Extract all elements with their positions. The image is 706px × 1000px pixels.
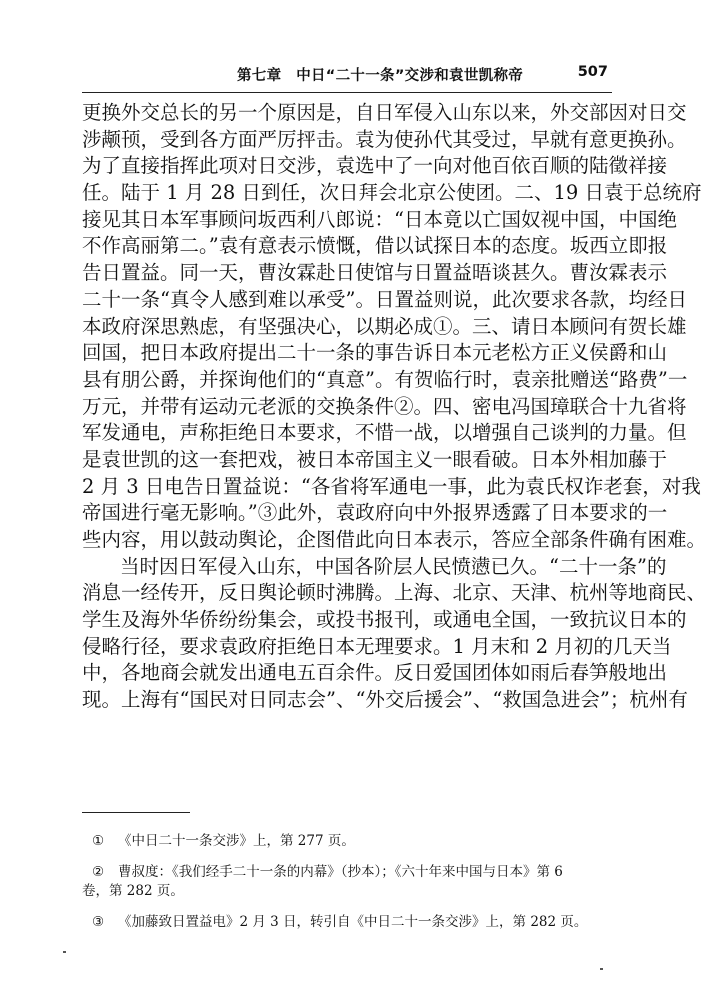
text-line: 为了直接指挥此项对日交涉，袁选中了一向对他百依百顺的陆徵祥接 — [82, 154, 668, 178]
footnote-1 — [82, 832, 612, 851]
text-line: 县有朋公爵，并探询他们的“真意”。有贺临行时，袁亲批赠送“路费”一 — [82, 367, 688, 391]
body-text — [82, 100, 706, 714]
footnote-3 — [82, 913, 612, 932]
text-line: 消息一经传开，反日舆论顿时沸腾。上海、北京、天津、杭州等地商民、 — [82, 581, 706, 605]
scan-speck — [600, 968, 603, 970]
footnotes — [82, 832, 612, 932]
text-line: 中，各地商会就发出通电五百余件。反日爱国团体如雨后春笋般地出 — [82, 661, 668, 685]
text-line: 不作高丽第二。”袁有意表示愤慨，借以试探日本的态度。坂西立即报 — [82, 234, 668, 258]
text-line: 些内容，用以鼓动舆论，企图借此向日本表示，答应全部条件确有困难。 — [82, 528, 706, 551]
text-line: 任。陆于 1 月 28 日到任，次日拜会北京公使团。二、19 日袁于总统府 — [82, 181, 702, 205]
footnote-2-continuation: 卷，第 282 页。 — [82, 883, 184, 899]
running-head — [82, 64, 612, 88]
footnote-text: 《加藤致日置益电》2 月 3 日，转引自《中日二十一条交涉》上，第 282 页。 — [118, 914, 588, 930]
text-line: 万元，并带有运动元老派的交换条件②。四、密电冯国璋联合十九省将 — [82, 394, 687, 418]
text-line: 是袁世凯的这一套把戏，被日本帝国主义一眼看破。日本外相加藤于 — [82, 447, 668, 471]
text-line: 涉颟顸，受到各方面严厉抨击。袁为使孙代其受过，早就有意更换孙。 — [82, 127, 687, 151]
header-rule — [82, 92, 612, 93]
footnote-text: 曹叔度：《我们经手二十一条的内幕》（抄本）；《六十年来中国与日本》第 6 — [118, 864, 563, 880]
text-line: 现。上海有“国民对日同志会”、“外交后援会”、“救国急进会”；杭州有 — [82, 688, 688, 712]
footnote-2 — [82, 863, 612, 882]
text-line: 二十一条“真令人感到难以承受”。日置益则说，此次要求各款，均经日 — [82, 287, 687, 311]
footnote-marker: ① — [92, 833, 105, 849]
text-line: 回国，把日本政府提出二十一条的事告诉日本元老松方正义侯爵和山 — [82, 341, 668, 365]
chapter-title: 第七章 中日“二十一条”交涉和袁世凯称帝 — [237, 68, 524, 84]
footnote-text: 《中日二十一条交涉》上，第 277 页。 — [118, 833, 355, 849]
text-line: 学生及海外华侨纷纷集会，或投书报刊，或通电全国，一致抗议日本的 — [82, 608, 687, 632]
footnote-marker: ② — [92, 864, 105, 880]
footnote-rule — [82, 812, 190, 813]
text-line: 2 月 3 日电告日置益说：“各省将军通电一事，此为袁氏权诈老套，对我 — [82, 474, 701, 498]
text-line: 告日置益。同一天，曹汝霖赴日使馆与日置益晤谈甚久。曹汝霖表示 — [82, 261, 668, 285]
scan-speck — [63, 951, 66, 953]
text-line: 侵略行径，要求袁政府拒绝日本无理要求。1 月末和 2 月初的几天当 — [82, 634, 672, 658]
text-line: 军发通电，声称拒绝日本要求，不惜一战，以增强自己谈判的力量。但 — [82, 421, 687, 445]
footnote-marker: ③ — [92, 914, 105, 930]
text-line: 更换外交总长的另一个原因是，自日军侵入山东以来，外交部因对日交 — [82, 101, 687, 124]
paragraph-first-line: 当时因日军侵入山东，中国各阶层人民愤懑已久。“二十一条”的 — [120, 554, 667, 578]
text-line: 帝国进行毫无影响。”③此外，袁政府向中外报界透露了日本要求的一 — [82, 501, 668, 525]
text-line: 本政府深思熟虑，有坚强决心，以期必成①。三、请日本顾问有贺长雄 — [82, 314, 687, 338]
text-line: 接见其日本军事顾问坂西利八郎说：“日本竟以亡国奴视中国，中国绝 — [82, 207, 677, 231]
page-number: 507 — [577, 64, 608, 80]
